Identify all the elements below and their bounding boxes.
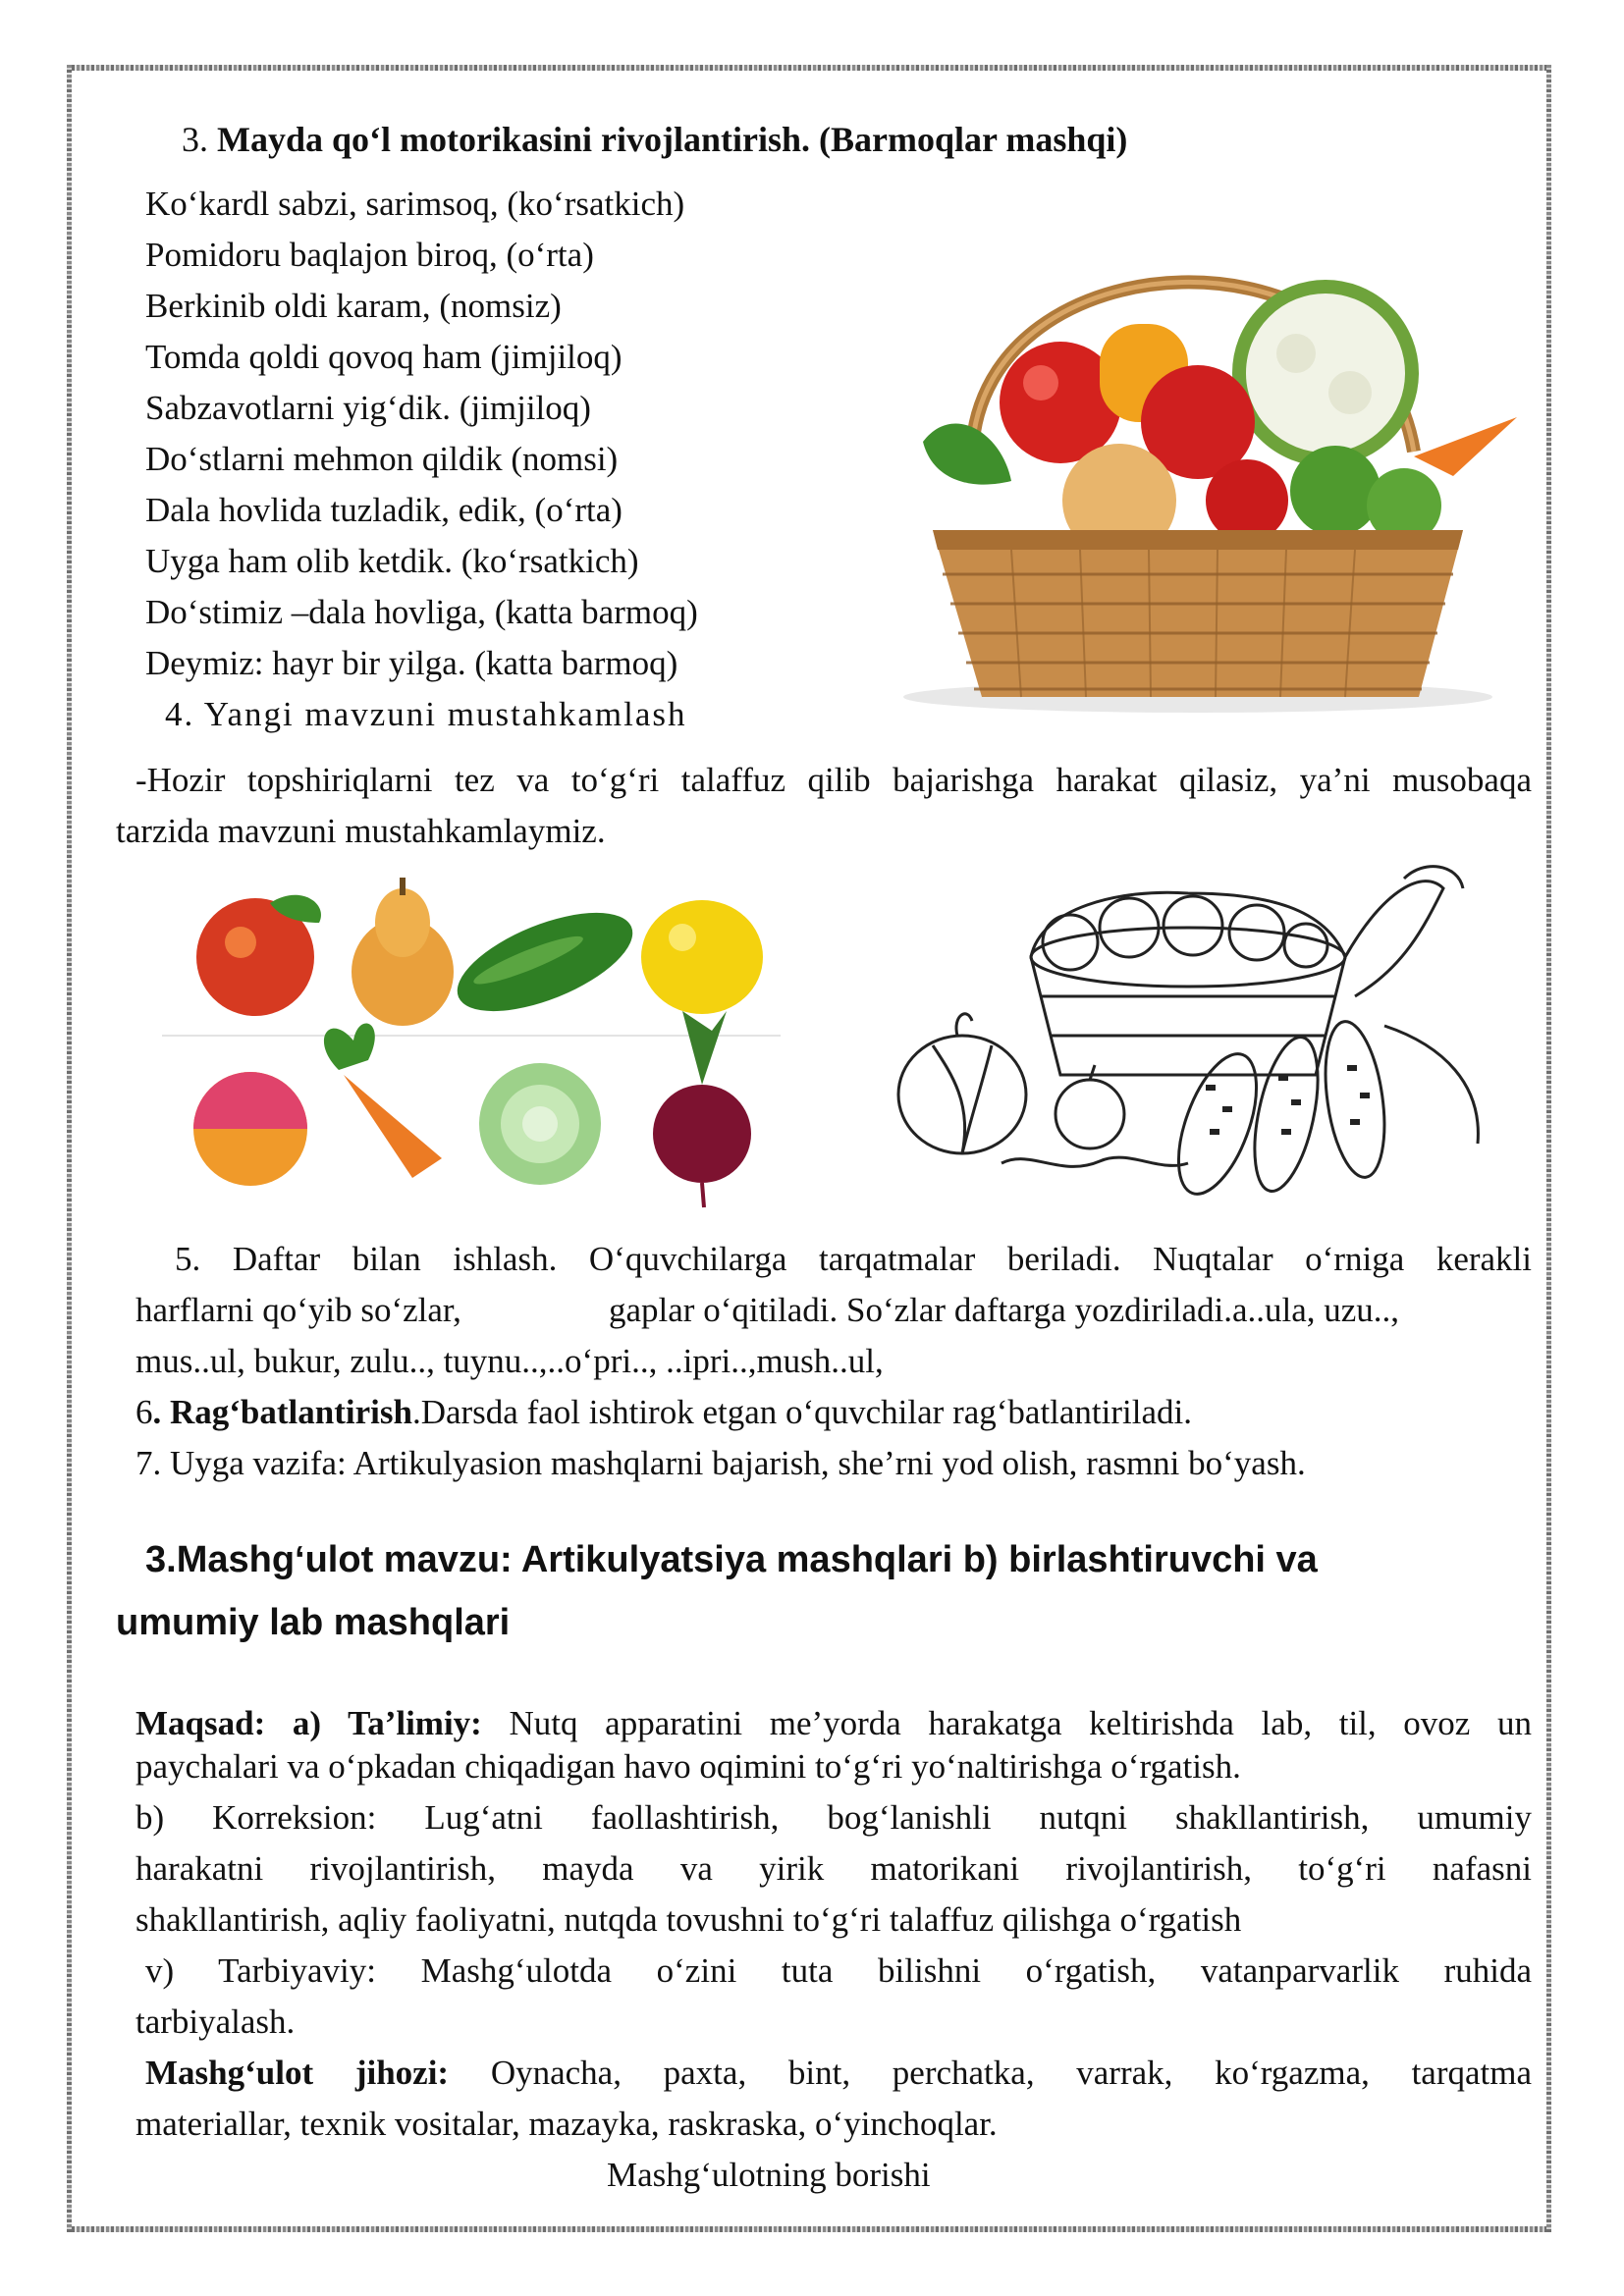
equipment-list-line1: Oynacha, paxta, bint, perchatka, varrak, ko‘rgazma, tarqatma xyxy=(490,2054,1533,2092)
poem-line: Ko‘kardl sabzi, sarimsoq, (ko‘rsatkich) xyxy=(145,185,685,223)
section4-paragraph-line1: -Hozir topshiriqlarni tez va to‘g‘ri talaffuz qilib bajarishga harakat qilasiz, ya’ni musobaqa xyxy=(135,761,1532,799)
poem-line: Dala hovlida tuzladik, edik, (o‘rta) xyxy=(145,491,623,529)
coloring-page-image xyxy=(893,849,1492,1202)
poem-line: Pomidoru baqlajon biroq, (o‘rta) xyxy=(145,236,594,274)
equipment-line2: materiallar, texnik vositalar, mazayka, raskraska, o‘yinchoqlar. xyxy=(135,2105,998,2143)
section3-heading xyxy=(182,119,1127,161)
poem-line: Uyga ham olib ketdik. (ko‘rsatkich) xyxy=(145,542,639,580)
equipment-line1 xyxy=(145,2053,1532,2094)
poem-line: Berkinib oldi karam, (nomsiz) xyxy=(145,287,562,325)
section3-title: Mayda qo‘l motorikasini rivojlantirish. (Barmoqlar mashqi) xyxy=(217,120,1128,159)
section7: 7. Uyga vazifa: Artikulyasion mashqlarni bajarish, she’rni yod olish, rasmni bo‘yash. xyxy=(135,1444,1306,1482)
fruits-vegetables-image xyxy=(162,864,781,1212)
poem-line: Do‘stimiz –dala hovliga, (katta barmoq) xyxy=(145,593,698,631)
goals-a-line1: Nutq apparatini me’yorda harakatga keltirishda lab, til, ovoz un xyxy=(509,1704,1532,1742)
section6-title: . Rag‘batlantirish xyxy=(152,1393,412,1431)
section4-heading: 4. Yangi mavzuni mustahkamlash xyxy=(165,695,687,733)
section4-paragraph-line2: tarzida mavzuni mustahkamlaymiz. xyxy=(116,812,606,850)
goals-b-line1: b) Korreksion: Lug‘atni faollashtirish, bog‘lanishli nutqni shakllantirish, umumiy xyxy=(135,1798,1532,1837)
poem-line: Deymiz: hayr bir yilga. (katta barmoq) xyxy=(145,644,678,682)
goals-a-line2: paychalari va o‘pkadan chiqadigan havo oqimini to‘g‘ri yo‘naltirishga o‘rgatish. xyxy=(135,1747,1241,1786)
poem-line: Do‘stlarni mehmon qildik (nomsi) xyxy=(145,440,619,478)
page-border-left xyxy=(67,65,72,2232)
page-border-bottom xyxy=(67,2226,1551,2232)
page-border-top xyxy=(67,65,1551,71)
goals-b-line3: shakllantirish, aqliy faoliyatni, nutqda tovushni to‘g‘ri talaffuz qilishga o‘rgatish xyxy=(135,1900,1242,1939)
page-border-right xyxy=(1546,65,1551,2232)
poem-line: Sabzavotlarni yig‘dik. (jimjiloq) xyxy=(145,389,591,427)
lesson-title-line1: 3.Mashg‘ulot mavzu: Artikulyatsiya mashqlari b) birlashtiruvchi va xyxy=(145,1539,1318,1580)
lesson-procedure-heading: Mashg‘ulotning borishi xyxy=(607,2156,931,2194)
poem-line: Tomda qoldi qovoq ham (jimjiloq) xyxy=(145,338,623,376)
goals-v-line1: v) Tarbiyaviy: Mashg‘ulotda o‘zini tuta bilishni o‘rgatish, vatanparvarlik ruhida xyxy=(145,1951,1532,1990)
goals-line1 xyxy=(135,1703,1532,1744)
section5-line1: 5. Daftar bilan ishlash. O‘quvchilarga tarqatmalar beriladi. Nuqtalar o‘rniga kerakli xyxy=(175,1240,1532,1278)
section6-text: .Darsda faol ishtirok etgan o‘quvchilar rag‘batlantiriladi. xyxy=(411,1393,1192,1431)
equipment-label: Mashg‘ulot jihozi: xyxy=(145,2054,450,2092)
section6-number: 6 xyxy=(135,1393,153,1431)
section3-number: 3. xyxy=(182,120,208,159)
goals-label: Maqsad: a) Ta’limiy: xyxy=(135,1704,482,1742)
section5-line2a: harflarni qo‘yib so‘zlar, xyxy=(135,1291,461,1329)
goals-b-line2: harakatni rivojlantirish, mayda va yirik matorikani rivojlantirish, to‘g‘ri nafasni xyxy=(135,1849,1532,1888)
goals-v-line2: tarbiyalash. xyxy=(135,2002,296,2041)
vegetable-basket-image xyxy=(864,206,1532,717)
section6 xyxy=(135,1392,1192,1433)
section5-line3: mus..ul, bukur, zulu.., tuynu..,..o‘pri.., ..ipri..,mush..ul, xyxy=(135,1342,884,1380)
lesson-title-line2: umumiy lab mashqlari xyxy=(116,1602,511,1643)
section5-line2b: gaplar o‘qitiladi. So‘zlar daftarga yozdiriladi.a..ula, uzu.., xyxy=(609,1291,1400,1329)
